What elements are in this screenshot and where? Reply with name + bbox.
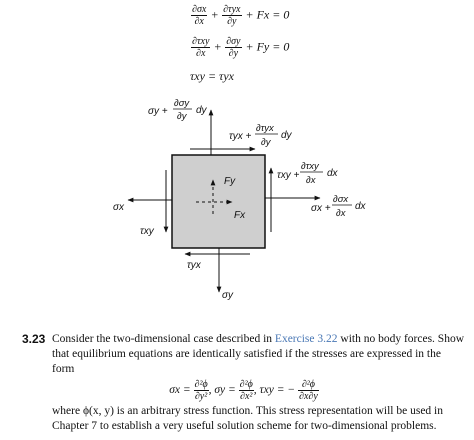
exercise-number: 3.23 — [22, 332, 46, 346]
exercise-link[interactable]: Exercise 3.22 — [274, 333, 338, 345]
sigma-x-right-numerator: ∂σx — [333, 194, 349, 205]
sigma-y-bottom-label: σy — [222, 290, 234, 301]
sigma-x-right-prefix: σx + — [311, 203, 331, 214]
equation-rest: + Fx = 0 — [245, 7, 290, 22]
numerator: ∂²ϕ — [298, 379, 319, 391]
sigma-y-lhs: , σy = — [208, 384, 236, 397]
tau-yx-top-numerator: ∂τyx — [256, 123, 274, 134]
statement-text: Consider the two-dimensional case described in — [52, 333, 275, 345]
fraction — [298, 379, 319, 402]
equation-rest: + Fy = 0 — [245, 39, 290, 54]
denominator: ∂x² — [240, 391, 253, 402]
sigma-x-lhs: σx = — [169, 384, 191, 397]
denominator: ∂y — [228, 48, 239, 59]
shear-symmetry-equation: τxy = τyx — [190, 69, 234, 83]
tau-xy-right-numerator: ∂τxy — [301, 161, 319, 172]
tau-yx-top-prefix: τyx + — [229, 131, 252, 142]
body-force-x-label: Fx — [234, 210, 246, 221]
exercise-3-23 — [22, 332, 466, 434]
exercise-conclusion: where ϕ(x, y) is an arbitrary stress function. This stress representation will be used in Chapter 7 to establish a very useful solution scheme for two-dimensional problems. — [52, 405, 443, 432]
numerator: ∂τxy — [192, 36, 210, 47]
sigma-y-top-suffix: dy — [196, 105, 207, 116]
denominator: ∂x∂y — [299, 391, 318, 402]
tau-xy-right-suffix: dx — [327, 168, 338, 179]
tau-yx-top-suffix: dy — [281, 130, 292, 141]
numerator: ∂²ϕ — [194, 379, 208, 390]
sigma-y-top-prefix: σy + — [148, 106, 168, 117]
sigma-x-left-label: σx — [113, 202, 125, 213]
statement-text-continued: with no body forces. Show that equilibrium equations are identically satisfied if the stresses are expressed in the form — [52, 333, 465, 375]
exercise-statement — [52, 332, 466, 377]
tau-xy-left-label: τxy — [140, 226, 154, 237]
denominator: ∂y² — [194, 391, 208, 402]
tau-yx-top-denominator: ∂y — [261, 137, 271, 148]
tau-xy-right-prefix: τxy + — [277, 170, 300, 181]
numerator: ∂²ϕ — [239, 379, 253, 390]
denominator: ∂y — [227, 16, 237, 27]
body-force-y-label: Fy — [224, 176, 236, 187]
sigma-x-right-suffix: dx — [355, 201, 366, 212]
sigma-y-top-numerator: ∂σy — [174, 98, 190, 109]
tau-xy-right-denominator: ∂x — [306, 175, 316, 186]
fraction — [194, 379, 209, 402]
stress-element-square — [172, 155, 265, 248]
plus-sign: + — [211, 7, 219, 22]
fraction — [239, 379, 254, 402]
denominator: ∂x — [196, 48, 206, 59]
sigma-x-right-denominator: ∂x — [336, 208, 346, 219]
numerator: ∂σy — [226, 36, 241, 47]
tau-xy-lhs: , τxy = − — [253, 384, 296, 397]
sigma-y-top-denominator: ∂y — [177, 111, 187, 122]
plus-sign: + — [214, 39, 222, 54]
numerator: ∂σx — [192, 4, 207, 15]
denominator: ∂x — [194, 16, 204, 27]
numerator: ∂τyx — [223, 4, 241, 15]
stress-function-formula — [22, 379, 466, 402]
tau-yx-bottom-label: τyx — [187, 260, 201, 271]
